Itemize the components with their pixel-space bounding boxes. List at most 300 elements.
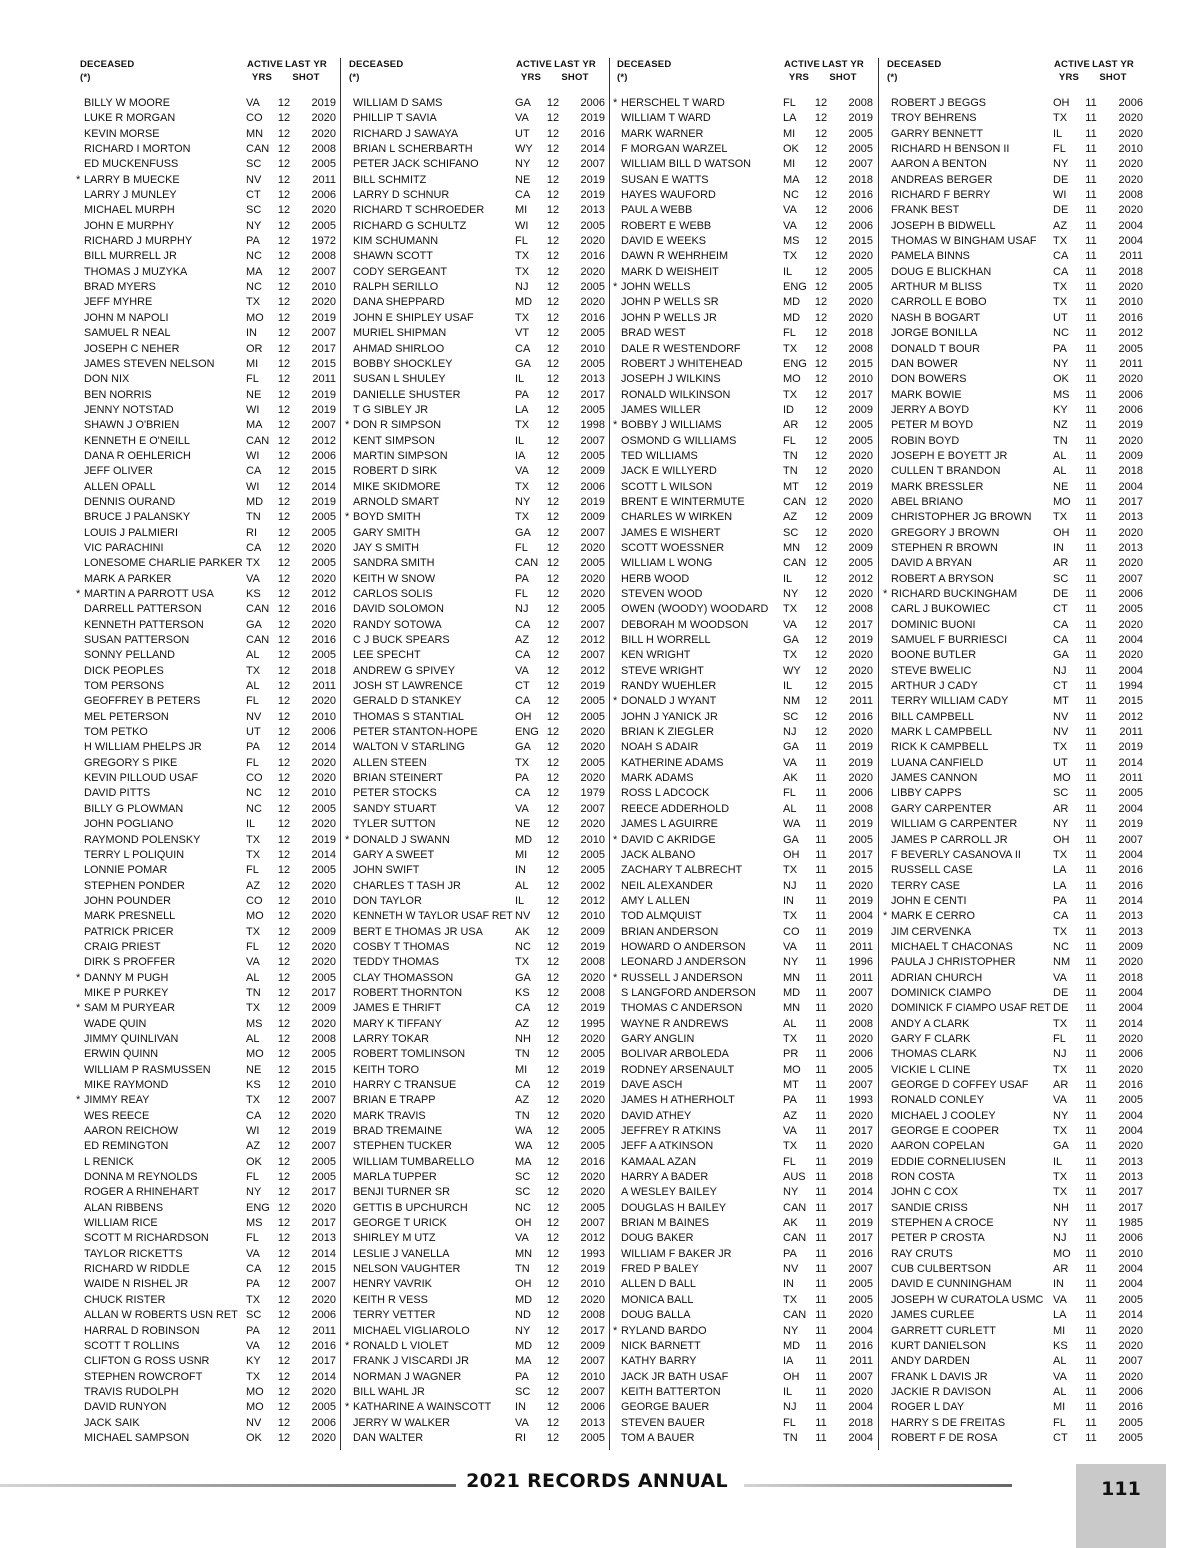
last-year-shot: 2016 <box>848 1247 873 1260</box>
state-code: LA <box>1053 864 1067 877</box>
state-code: AL <box>1053 465 1067 478</box>
deceased-marker: * <box>76 588 81 600</box>
last-year-shot: 2015 <box>848 357 873 370</box>
shooter-name: HOWARD O ANDERSON <box>621 940 746 953</box>
active-years: 12 <box>546 664 560 677</box>
shooter-name: TYLER SUTTON <box>353 818 436 831</box>
record-row <box>887 833 1149 848</box>
record-row <box>349 1324 611 1339</box>
shooter-name: REECE ADDERHOLD <box>621 802 730 815</box>
record-row <box>80 648 342 663</box>
state-code: AL <box>515 879 529 892</box>
record-row <box>80 802 342 817</box>
active-years: 12 <box>546 649 560 662</box>
state-code: IN <box>1053 541 1064 554</box>
shooter-name: JAMES P CARROLL JR <box>891 833 1008 846</box>
state-code: UT <box>246 726 261 739</box>
state-code: MT <box>1053 695 1069 708</box>
record-row <box>887 480 1149 495</box>
last-year-shot: 2016 <box>311 603 336 616</box>
state-code: MO <box>246 1385 264 1398</box>
record-row <box>617 249 879 264</box>
record-row <box>613 971 879 986</box>
active-years: 11 <box>815 818 827 831</box>
shooter-name: ANDREAS BERGER <box>891 173 993 186</box>
last-year-shot: 2005 <box>311 158 336 171</box>
shooter-name: RON COSTA <box>891 1171 955 1184</box>
last-year-shot: 2008 <box>311 143 336 156</box>
shooter-name: LUANA CANFIELD <box>891 756 984 769</box>
record-row <box>617 756 879 771</box>
record-row <box>617 879 879 894</box>
record-row <box>345 418 611 433</box>
state-code: NC <box>246 250 262 263</box>
record-row <box>349 111 611 126</box>
last-year-shot: 2005 <box>848 557 873 570</box>
shooter-name: PETER STOCKS <box>353 787 437 800</box>
record-row <box>887 894 1149 909</box>
state-code: VT <box>515 327 530 340</box>
last-year-shot: 2016 <box>1118 311 1143 324</box>
record-row <box>887 357 1149 372</box>
shooter-name: ROBERT THORNTON <box>353 986 463 999</box>
active-years: 12 <box>277 281 291 294</box>
state-code: MI <box>246 357 259 370</box>
last-year-shot: 2020 <box>580 541 605 554</box>
record-row <box>617 740 879 755</box>
shooter-name: KAMAAL AZAN <box>621 1155 697 1168</box>
state-code: VA <box>515 465 529 478</box>
record-row <box>349 1308 611 1323</box>
active-years: 12 <box>546 726 560 739</box>
record-row <box>349 1109 611 1124</box>
record-row <box>349 894 611 909</box>
record-row <box>80 157 342 172</box>
shooter-name: KENNETH PATTERSON <box>84 618 204 631</box>
last-year-shot: 2006 <box>311 1309 336 1322</box>
last-year-shot: 2019 <box>848 1155 873 1168</box>
record-row <box>617 1032 879 1047</box>
shooter-name: BILLY G PLOWMAN <box>84 802 184 815</box>
record-row <box>613 833 879 848</box>
active-years: 12 <box>277 1079 291 1091</box>
last-year-shot: 2016 <box>1118 864 1143 877</box>
record-row <box>349 1231 611 1246</box>
record-row <box>617 1017 879 1032</box>
record-row <box>80 372 342 387</box>
last-year-shot: 2005 <box>848 1063 873 1076</box>
state-code: WI <box>246 1125 260 1138</box>
shooter-name: VICKIE L CLINE <box>891 1063 971 1076</box>
record-row <box>617 449 879 464</box>
last-year-shot: 2019 <box>848 480 873 493</box>
record-row <box>887 925 1149 940</box>
state-code: MI <box>1053 1401 1066 1414</box>
last-year-shot: 2004 <box>848 1324 873 1337</box>
state-code: GA <box>515 971 531 984</box>
active-years: 12 <box>814 327 828 340</box>
last-year-shot: 2020 <box>580 235 605 248</box>
active-years: 11 <box>1085 634 1097 647</box>
state-code: IL <box>246 818 256 831</box>
record-row <box>887 1047 1149 1062</box>
active-years: 12 <box>546 802 560 815</box>
state-code: CAN <box>246 434 270 447</box>
shooter-name: MONICA BALL <box>621 1293 694 1306</box>
active-years: 12 <box>277 1094 291 1107</box>
last-year-shot: 2005 <box>311 1155 336 1168</box>
record-row <box>617 127 879 142</box>
shooter-name: MARK E CERRO <box>891 910 975 923</box>
record-row <box>345 1339 611 1354</box>
state-code: TN <box>246 986 261 999</box>
column-divider <box>878 58 879 1450</box>
active-years: 12 <box>546 189 560 202</box>
active-years: 11 <box>1085 265 1097 278</box>
active-years: 11 <box>1085 1094 1097 1107</box>
state-code: MD <box>783 986 801 999</box>
active-years: 12 <box>546 879 560 892</box>
last-year-shot: 2020 <box>1118 618 1143 631</box>
state-code: TX <box>246 1002 261 1015</box>
state-code: FL <box>246 756 259 769</box>
state-code: TX <box>783 388 798 401</box>
last-year-shot: 2016 <box>311 1339 336 1352</box>
shooter-name: JERRY A BOYD <box>891 403 970 416</box>
state-code: AL <box>1053 1385 1067 1398</box>
shooter-name: DAVID PITTS <box>84 787 151 800</box>
state-code: NM <box>783 695 801 708</box>
record-row <box>887 602 1149 617</box>
last-year-shot: 2017 <box>1118 1186 1143 1199</box>
shooter-name: NICK BARNETT <box>621 1339 701 1352</box>
state-code: CA <box>1053 250 1069 263</box>
last-year-shot: 2009 <box>580 465 605 478</box>
shooter-name: LONNIE POMAR <box>84 864 168 877</box>
state-code: OH <box>1053 526 1070 539</box>
state-code: SC <box>246 204 262 217</box>
record-row <box>349 1001 611 1016</box>
last-year-shot: 2017 <box>1118 495 1143 508</box>
last-year-shot: 2020 <box>311 112 336 125</box>
active-years: 11 <box>1085 127 1097 140</box>
record-row <box>887 1201 1149 1216</box>
last-year-shot: 2020 <box>848 311 873 324</box>
record-row <box>80 434 342 449</box>
state-code: TX <box>246 833 261 846</box>
active-years: 12 <box>277 1109 291 1122</box>
record-row <box>76 971 342 986</box>
last-year-shot: 2017 <box>1118 1201 1143 1214</box>
state-code: CA <box>1053 910 1069 923</box>
active-years: 12 <box>546 695 560 708</box>
last-year-shot: 2019 <box>311 1125 336 1138</box>
last-year-shot: 2005 <box>1118 342 1143 355</box>
last-year-shot: 2014 <box>848 1186 873 1199</box>
record-row <box>349 694 611 709</box>
last-year-shot: 2008 <box>848 97 873 109</box>
shooter-name: THOMAS C ANDERSON <box>621 1002 743 1015</box>
last-year-shot: 2005 <box>580 449 605 462</box>
shooter-name: ABEL BRIANO <box>891 495 964 508</box>
last-year-shot: 2013 <box>580 1416 605 1429</box>
record-row <box>80 879 342 894</box>
record-row <box>349 434 611 449</box>
last-year-shot: 2006 <box>1118 97 1143 109</box>
active-years: 12 <box>277 756 291 769</box>
active-years: 12 <box>277 357 291 370</box>
last-year-shot: 2006 <box>1118 1232 1143 1245</box>
active-years: 12 <box>546 127 560 140</box>
shooter-name: TROY BEHRENS <box>891 112 977 125</box>
shooter-name: FRED P BALEY <box>621 1263 699 1276</box>
active-years: 12 <box>814 219 828 232</box>
shooter-name: DANIELLE SHUSTER <box>353 388 461 401</box>
last-year-shot: 2007 <box>848 1079 873 1091</box>
last-year-shot: 2018 <box>1118 971 1143 984</box>
active-years: 11 <box>1085 664 1097 677</box>
state-code: MO <box>1053 495 1071 508</box>
record-row <box>80 357 342 372</box>
active-years: 12 <box>814 449 828 462</box>
last-year-shot: 2019 <box>1118 419 1143 432</box>
shooter-name: ARTHUR J CADY <box>891 680 978 693</box>
shooter-name: JOSEPH B BIDWELL <box>891 219 996 232</box>
record-row <box>349 1293 611 1308</box>
record-row <box>887 1324 1149 1339</box>
active-years: 11 <box>1085 772 1097 785</box>
state-code: TN <box>1053 434 1068 447</box>
last-year-shot: 2019 <box>580 1063 605 1076</box>
shooter-name: DARRELL PATTERSON <box>84 603 202 616</box>
active-years: 12 <box>546 940 560 953</box>
shooter-name: PATRICK PRICER <box>84 925 174 938</box>
active-years: 11 <box>1085 1186 1097 1199</box>
active-years: 12 <box>277 1063 291 1076</box>
record-row <box>80 219 342 234</box>
state-code: AZ <box>515 1017 530 1030</box>
shooter-name: SANDY STUART <box>353 802 437 815</box>
records-column-4 <box>883 58 1149 1446</box>
last-year-shot: 2015 <box>1118 695 1143 708</box>
record-row <box>80 127 342 142</box>
state-code: NY <box>515 495 531 508</box>
shooter-name: LUKE R MORGAN <box>84 112 176 125</box>
record-row <box>80 940 342 955</box>
state-code: IN <box>783 894 794 907</box>
active-years: 11 <box>815 1293 827 1306</box>
active-years: 11 <box>815 1416 827 1429</box>
record-row <box>349 740 611 755</box>
last-year-shot: 2014 <box>311 741 336 754</box>
state-code: AL <box>1053 1355 1067 1368</box>
state-code: TN <box>515 1048 530 1061</box>
active-years: 11 <box>1085 388 1097 401</box>
active-years: 11 <box>1085 741 1097 754</box>
last-year-shot: 2017 <box>311 1186 336 1199</box>
shooter-name: SUSAN PATTERSON <box>84 634 190 647</box>
state-code: TN <box>246 511 261 524</box>
shooter-name: TOM A BAUER <box>621 1431 695 1444</box>
shooter-name: MICHAEL MURPH <box>84 204 175 217</box>
state-code: WI <box>246 480 260 493</box>
state-code: VA <box>515 664 529 677</box>
last-year-shot: 2020 <box>311 772 336 785</box>
shooter-name: MICHAEL VIGLIAROLO <box>353 1324 470 1337</box>
state-code: RI <box>515 1431 526 1444</box>
shooter-name: PETER P CROSTA <box>891 1232 985 1245</box>
shooter-name: BOBBY J WILLIAMS <box>621 419 722 432</box>
last-year-shot: 2012 <box>580 894 605 907</box>
record-row <box>887 1308 1149 1323</box>
state-code: TN <box>515 1263 530 1276</box>
shooter-name: WILLIAM T WARD <box>621 112 711 125</box>
record-row <box>617 633 879 648</box>
shooter-name: CULLEN T BRANDON <box>891 465 1001 478</box>
last-year-shot: 2004 <box>848 910 873 923</box>
active-years: 11 <box>1085 511 1097 524</box>
active-years: 12 <box>277 204 291 217</box>
last-year-shot: 2020 <box>848 1140 873 1153</box>
state-code: MD <box>783 1339 801 1352</box>
shooter-name: TERRY VETTER <box>353 1309 436 1322</box>
state-code: MS <box>246 1017 263 1030</box>
record-row <box>887 403 1149 418</box>
shooter-name: PHILLIP T SAVIA <box>353 112 437 125</box>
state-code: NY <box>783 588 799 600</box>
last-year-shot: 2017 <box>311 1355 336 1368</box>
record-row <box>349 464 611 479</box>
state-code: MD <box>515 296 533 309</box>
state-code: NJ <box>1053 1048 1067 1061</box>
record-row <box>349 1216 611 1231</box>
record-row <box>349 526 611 541</box>
header-deceased: DECEASED (*) <box>349 59 404 83</box>
last-year-shot: 2019 <box>580 1002 605 1015</box>
state-code: NC <box>246 787 262 800</box>
record-row <box>887 986 1149 1001</box>
state-code: WI <box>246 403 260 416</box>
last-year-shot: 2020 <box>311 940 336 953</box>
shooter-name: DAN WALTER <box>353 1431 424 1444</box>
active-years: 12 <box>814 511 828 524</box>
active-years: 12 <box>814 296 828 309</box>
shooter-name: JOHN E MURPHY <box>84 219 174 232</box>
state-code: LA <box>515 403 529 416</box>
active-years: 12 <box>277 1201 291 1214</box>
active-years: 12 <box>277 818 291 831</box>
active-years: 12 <box>546 971 560 984</box>
active-years: 11 <box>1085 1140 1097 1153</box>
last-year-shot: 2018 <box>848 173 873 186</box>
record-row <box>887 648 1149 663</box>
active-years: 11 <box>1085 894 1097 907</box>
state-code: MD <box>515 1293 533 1306</box>
active-years: 11 <box>815 1263 827 1276</box>
record-row <box>887 848 1149 863</box>
last-year-shot: 2005 <box>311 971 336 984</box>
record-row <box>349 602 611 617</box>
column-header <box>617 58 879 96</box>
record-row <box>349 1017 611 1032</box>
active-years: 12 <box>277 1217 291 1230</box>
active-years: 12 <box>546 357 560 370</box>
record-row <box>80 526 342 541</box>
shooter-name: TED WILLIAMS <box>621 449 698 462</box>
shooter-name: NELSON VAUGHTER <box>353 1263 461 1276</box>
record-row <box>617 1093 879 1108</box>
shooter-name: TERRY L POLIQUIN <box>84 848 185 861</box>
shooter-name: GEORGE BAUER <box>621 1401 710 1414</box>
record-row <box>80 1155 342 1170</box>
record-row <box>887 1262 1149 1277</box>
record-row <box>80 556 342 571</box>
shooter-name: DONALD T BOUR <box>891 342 980 355</box>
record-row <box>887 510 1149 525</box>
active-years: 12 <box>546 1217 560 1230</box>
state-code: IN <box>1053 1278 1064 1291</box>
state-code: NY <box>1053 158 1069 171</box>
active-years: 11 <box>1085 1201 1097 1214</box>
state-code: MO <box>246 1401 264 1414</box>
last-year-shot: 2008 <box>848 603 873 616</box>
active-years: 12 <box>546 449 560 462</box>
state-code: CA <box>515 189 531 202</box>
last-year-shot: 2009 <box>1118 940 1143 953</box>
shooter-name: JAY S SMITH <box>353 541 420 554</box>
active-years: 12 <box>277 511 291 524</box>
state-code: FL <box>783 1155 796 1168</box>
record-row <box>80 986 342 1001</box>
shooter-name: MARTIN SIMPSON <box>353 449 448 462</box>
state-code: IL <box>783 265 793 278</box>
active-years: 11 <box>1085 864 1097 877</box>
last-year-shot: 2019 <box>580 495 605 508</box>
record-row <box>617 1185 879 1200</box>
active-years: 12 <box>277 112 291 125</box>
state-code: CA <box>515 618 531 631</box>
state-code: NY <box>515 158 531 171</box>
shooter-name: KURT DANIELSON <box>891 1339 987 1352</box>
active-years: 12 <box>546 1232 560 1245</box>
active-years: 11 <box>815 833 827 846</box>
active-years: 12 <box>277 557 291 570</box>
active-years: 12 <box>546 143 560 156</box>
record-row <box>617 295 879 310</box>
last-year-shot: 2020 <box>848 1032 873 1045</box>
active-years: 12 <box>277 480 291 493</box>
last-year-shot: 2004 <box>1118 219 1143 232</box>
state-code: VA <box>515 802 529 815</box>
record-row <box>617 372 879 387</box>
last-year-shot: 2011 <box>1119 357 1143 370</box>
shooter-name: SHIRLEY M UTZ <box>353 1232 436 1245</box>
last-year-shot: 2005 <box>311 557 336 570</box>
last-year-shot: 2005 <box>580 1048 605 1061</box>
record-row <box>617 1155 879 1170</box>
last-year-shot: 2007 <box>1118 572 1143 585</box>
header-active-yrs: ACTIVE YRS <box>516 59 553 83</box>
shooter-name: RALPH SERILLO <box>353 281 439 294</box>
state-code: PA <box>515 1370 529 1383</box>
record-row <box>349 556 611 571</box>
state-code: TX <box>246 925 261 938</box>
active-years: 12 <box>546 588 560 600</box>
record-row <box>887 526 1149 541</box>
state-code: NY <box>515 1324 531 1337</box>
shooter-name: JOHN C COX <box>891 1186 959 1199</box>
record-row <box>349 326 611 341</box>
